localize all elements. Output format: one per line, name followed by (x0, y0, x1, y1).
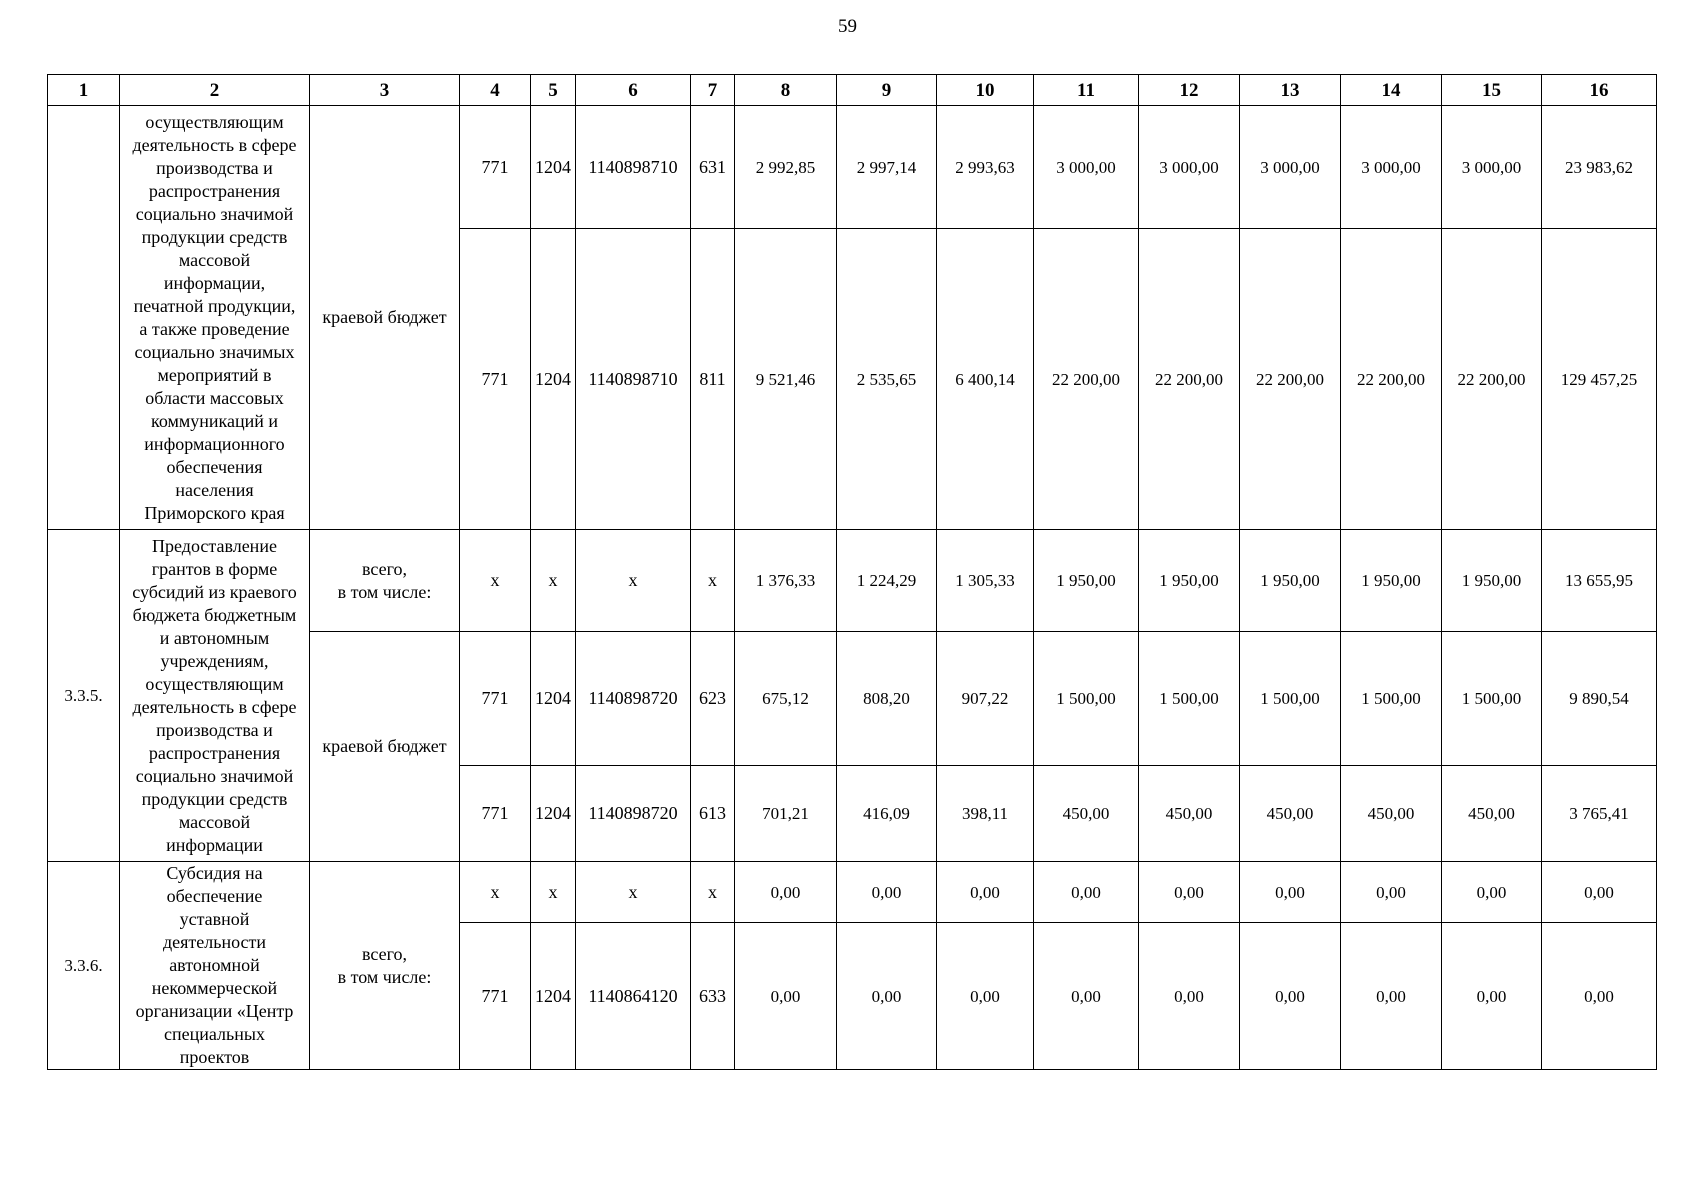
column-header: 12 (1139, 75, 1240, 106)
cell-c4: 771 (460, 106, 531, 229)
cell-c15: 22 200,00 (1442, 229, 1542, 530)
cell-c11: 1 950,00 (1034, 530, 1139, 632)
cell-c9: 0,00 (837, 923, 937, 1070)
cell-c14: 1 950,00 (1341, 530, 1442, 632)
cell-c10: 1 305,33 (937, 530, 1034, 632)
cell-c5: 1204 (531, 106, 576, 229)
cell-c6: х (576, 862, 691, 923)
page-number: 59 (838, 16, 857, 37)
cell-c14: 22 200,00 (1341, 229, 1442, 530)
item-number-cell (48, 106, 120, 530)
cell-c13: 0,00 (1240, 862, 1341, 923)
cell-c10: 398,11 (937, 766, 1034, 862)
cell-c7: х (691, 862, 735, 923)
cell-c16: 23 983,62 (1542, 106, 1657, 229)
cell-c16: 0,00 (1542, 862, 1657, 923)
cell-c13: 22 200,00 (1240, 229, 1341, 530)
item-number: 3.3.5. (48, 530, 120, 862)
table-row (48, 862, 1657, 923)
cell-c15: 1 950,00 (1442, 530, 1542, 632)
cell-c7: 613 (691, 766, 735, 862)
cell-c14: 450,00 (1341, 766, 1442, 862)
cell-c5: 1204 (531, 766, 576, 862)
cell-c6: х (576, 530, 691, 632)
cell-c4: 771 (460, 923, 531, 1070)
cell-c14: 0,00 (1341, 923, 1442, 1070)
cell-c7: 811 (691, 229, 735, 530)
cell-c16: 3 765,41 (1542, 766, 1657, 862)
cell-c11: 0,00 (1034, 862, 1139, 923)
column-header: 4 (460, 75, 531, 106)
cell-c13: 1 950,00 (1240, 530, 1341, 632)
cell-c10: 6 400,14 (937, 229, 1034, 530)
cell-c11: 3 000,00 (1034, 106, 1139, 229)
cell-c15: 3 000,00 (1442, 106, 1542, 229)
cell-c12: 1 500,00 (1139, 632, 1240, 766)
item-description: Субсидия на обеспечение уставной деятельности автономной некоммерческой организации «Центр специальных проектов (120, 862, 310, 1070)
cell-c4: 771 (460, 632, 531, 766)
header-row (48, 75, 1657, 106)
cell-c13: 0,00 (1240, 923, 1341, 1070)
cell-c5: х (531, 530, 576, 632)
cell-c8: 2 992,85 (735, 106, 837, 229)
cell-c6: 1140898720 (576, 766, 691, 862)
cell-c13: 1 500,00 (1240, 632, 1341, 766)
column-header: 2 (120, 75, 310, 106)
column-header: 9 (837, 75, 937, 106)
item-description: Предоставление грантов в форме субсидий из краевого бюджета бюджетным и автономным учреждениям, осуществляющим деятельность в сфере производства и распространения социально значимой продукции средств массовой информации (120, 530, 310, 862)
cell-c10: 907,22 (937, 632, 1034, 766)
column-header: 6 (576, 75, 691, 106)
funding-source-total: всего, в том числе: (310, 530, 460, 632)
cell-c4: 771 (460, 766, 531, 862)
cell-c11: 450,00 (1034, 766, 1139, 862)
cell-c7: 623 (691, 632, 735, 766)
cell-c11: 22 200,00 (1034, 229, 1139, 530)
cell-c8: 9 521,46 (735, 229, 837, 530)
column-header: 10 (937, 75, 1034, 106)
cell-c13: 450,00 (1240, 766, 1341, 862)
cell-c14: 0,00 (1341, 862, 1442, 923)
table-row (48, 106, 1657, 229)
cell-c6: 1140898710 (576, 229, 691, 530)
cell-c8: 0,00 (735, 923, 837, 1070)
column-header: 7 (691, 75, 735, 106)
column-header: 16 (1542, 75, 1657, 106)
cell-c9: 2 535,65 (837, 229, 937, 530)
item-number: 3.3.6. (48, 862, 120, 1070)
cell-c8: 1 376,33 (735, 530, 837, 632)
column-header: 14 (1341, 75, 1442, 106)
column-header: 11 (1034, 75, 1139, 106)
cell-c14: 1 500,00 (1341, 632, 1442, 766)
cell-c16: 129 457,25 (1542, 229, 1657, 530)
cell-c11: 1 500,00 (1034, 632, 1139, 766)
cell-c13: 3 000,00 (1240, 106, 1341, 229)
cell-c15: 450,00 (1442, 766, 1542, 862)
column-header: 15 (1442, 75, 1542, 106)
cell-c5: х (531, 862, 576, 923)
cell-c7: 633 (691, 923, 735, 1070)
cell-c6: 1140898710 (576, 106, 691, 229)
cell-c7: 631 (691, 106, 735, 229)
column-header: 13 (1240, 75, 1341, 106)
cell-c15: 0,00 (1442, 862, 1542, 923)
cell-c6: 1140898720 (576, 632, 691, 766)
cell-c15: 1 500,00 (1442, 632, 1542, 766)
cell-c12: 22 200,00 (1139, 229, 1240, 530)
cell-c9: 808,20 (837, 632, 937, 766)
cell-c15: 0,00 (1442, 923, 1542, 1070)
column-header: 5 (531, 75, 576, 106)
cell-c9: 0,00 (837, 862, 937, 923)
cell-c10: 0,00 (937, 923, 1034, 1070)
cell-c4: 771 (460, 229, 531, 530)
cell-c12: 450,00 (1139, 766, 1240, 862)
column-header: 3 (310, 75, 460, 106)
cell-c14: 3 000,00 (1341, 106, 1442, 229)
item-description: осуществляющим деятельность в сфере производства и распространения социально значимой продукции средств массовой информации, печатной продукции, а также проведение социально значимых мероприятий в области массовых коммуникаций и информационного обеспечения населения Приморского края (120, 106, 310, 530)
cell-c12: 0,00 (1139, 923, 1240, 1070)
column-header: 1 (48, 75, 120, 106)
cell-c9: 2 997,14 (837, 106, 937, 229)
funding-source: краевой бюджет (310, 632, 460, 862)
cell-c5: 1204 (531, 923, 576, 1070)
cell-c10: 2 993,63 (937, 106, 1034, 229)
cell-c10: 0,00 (937, 862, 1034, 923)
cell-c12: 0,00 (1139, 862, 1240, 923)
cell-c12: 3 000,00 (1139, 106, 1240, 229)
cell-c11: 0,00 (1034, 923, 1139, 1070)
cell-c5: 1204 (531, 632, 576, 766)
cell-c6: 1140864120 (576, 923, 691, 1070)
cell-c12: 1 950,00 (1139, 530, 1240, 632)
cell-c16: 0,00 (1542, 923, 1657, 1070)
column-header: 8 (735, 75, 837, 106)
cell-c5: 1204 (531, 229, 576, 530)
cell-c8: 675,12 (735, 632, 837, 766)
budget-table (47, 74, 1657, 1070)
cell-c16: 13 655,95 (1542, 530, 1657, 632)
cell-c4: х (460, 862, 531, 923)
cell-c9: 1 224,29 (837, 530, 937, 632)
cell-c8: 0,00 (735, 862, 837, 923)
cell-c16: 9 890,54 (1542, 632, 1657, 766)
cell-c8: 701,21 (735, 766, 837, 862)
cell-c7: х (691, 530, 735, 632)
funding-source: краевой бюджет (310, 106, 460, 530)
cell-c9: 416,09 (837, 766, 937, 862)
cell-c4: х (460, 530, 531, 632)
funding-source-total: всего, в том числе: (310, 862, 460, 1070)
table-row (48, 530, 1657, 632)
